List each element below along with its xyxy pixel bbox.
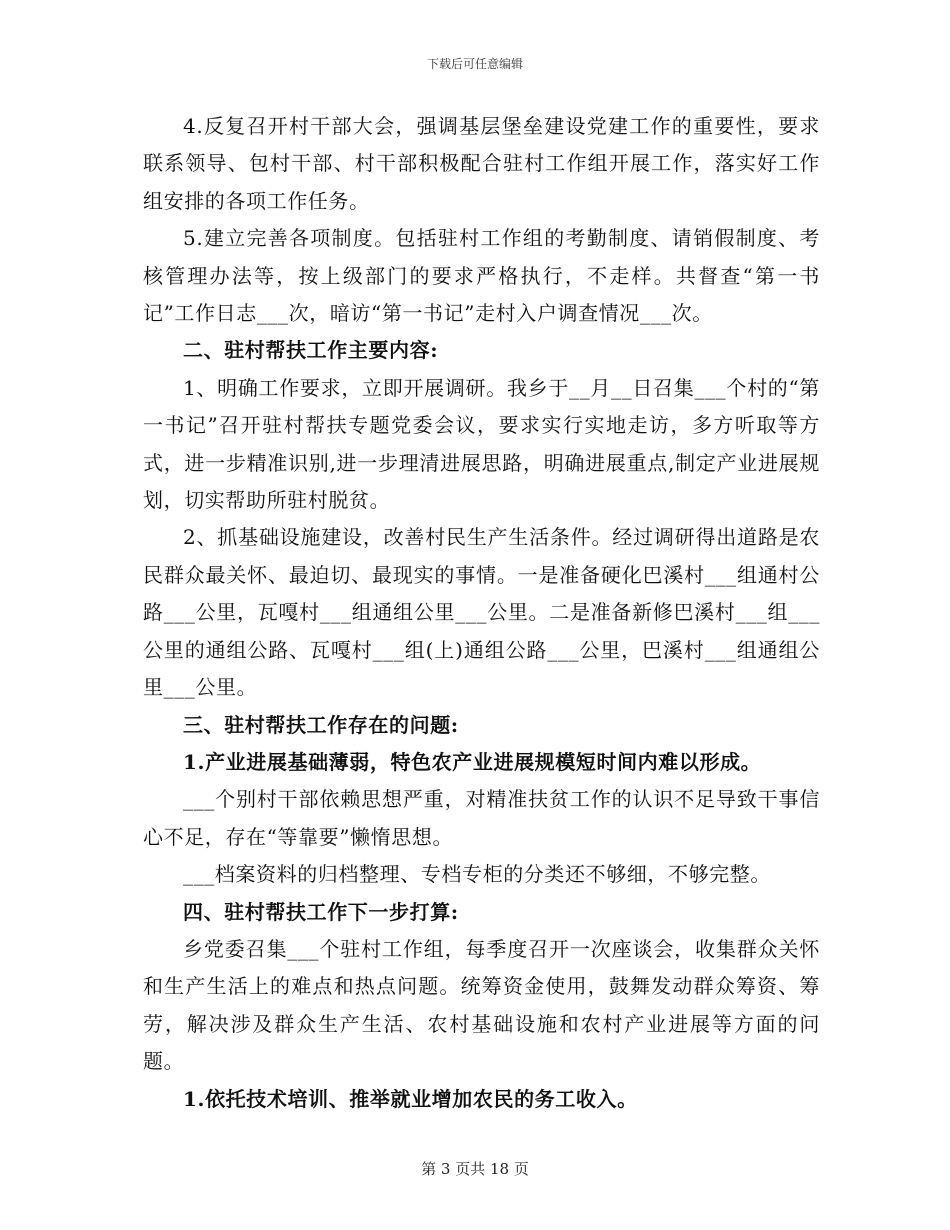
subheading-industry-foundation: 1.产业进展基础薄弱，特色农产业进展规模短时间内难以形成。 xyxy=(183,749,762,774)
page-number: 第 3 页共 18 页 xyxy=(421,1160,529,1178)
section-heading-4: 四、驻村帮扶工作下一步打算: xyxy=(183,899,459,924)
document-body xyxy=(143,108,820,1118)
header-note: 下载后可任意编辑 xyxy=(426,57,523,71)
section-heading-2: 二、驻村帮扶工作主要内容: xyxy=(183,338,439,363)
paragraph-infrastructure: 2、抓基础设施建设，改善村民生产生活条件。经过调研得出道路是农民群众最关怀、最迫切、最现实的事情。一是准备硬化巴溪村___组通村公路___公里，瓦嘎村___组通组公里___公里。二是准备新修巴溪村___组___公里的通组公路、瓦嘎村___组(上)通组公路___公里，巴溪村___组通组公里___公里。 xyxy=(143,525,820,700)
section-heading-3: 三、驻村帮扶工作存在的问题: xyxy=(183,712,459,737)
subheading-skills-training: 1.依托技术培训、推举就业增加农民的务工收入。 xyxy=(183,1086,638,1111)
paragraph-cadre-dependency: ___个别村干部依赖思想严重，对精准扶贫工作的认识不足导致干事信心不足，存在“等靠要”懒惰思想。 xyxy=(143,787,820,849)
paragraph-item-5: 5.建立完善各项制度。包括驻村工作组的考勤制度、请销假制度、考核管理办法等，按上级部门的要求严格执行，不走样。共督查“第一书记”工作日志___次，暗访“第一书记”走村入户调查情况___次。 xyxy=(143,226,820,326)
paragraph-quarterly-meeting: 乡党委召集___个驻村工作组，每季度召开一次座谈会，收集群众关怀和生产生活上的难点和热点问题。统筹资金使用，鼓舞发动群众筹资、筹劳，解决涉及群众生产生活、农村基础设施和农村产业进展等方面的问题。 xyxy=(143,936,820,1074)
paragraph-work-requirements: 1、明确工作要求，立即开展调研。我乡于__月__日召集___个村的“第一书记”召开驻村帮扶专题党委会议，要求实行实地走访，多方听取等方式，进一步精准识别,进一步理清进展思路，明确进展重点,制定产业进展规划，切实帮助所驻村脱贫。 xyxy=(143,375,820,513)
paragraph-archive-records: ___档案资料的归档整理、专档专柜的分类还不够细，不够完整。 xyxy=(183,862,771,887)
paragraph-item-4: 4.反复召开村干部大会，强调基层堡垒建设党建工作的重要性，要求联系领导、包村干部、村干部积极配合驻村工作组开展工作，落实好工作组安排的各项工作任务。 xyxy=(143,114,820,213)
